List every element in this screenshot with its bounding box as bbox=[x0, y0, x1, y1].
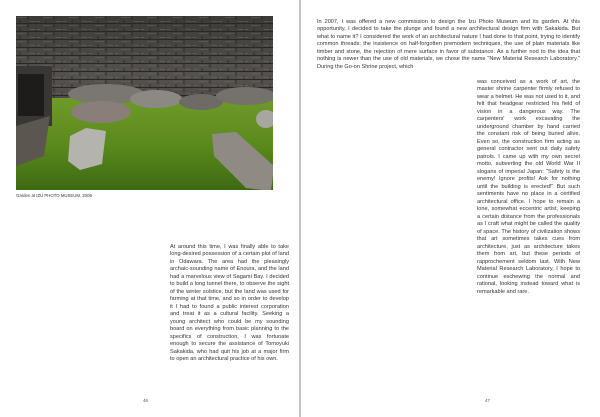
garden-photo bbox=[16, 16, 273, 190]
right-body-text-column: was conceived as a work of art, the master shrine carpenter firmly refused to wear a helmet. He was not used to it, and felt that headgear restricted his field of vision in a dangerous way. The carpenters' work excavating the underground chamber by hand carried the constant risk of being buried alive. Even so, the construction firm acting as general contractor sent out daily safety patrols. I came up with my own secret motto, subverting the old World War II slogans of imperial Japan: "Safety is the enemy! Ignore profits! Ask for nothing until the building is erected!" But such sentiments have no place in a certified architectural office. I hope to remain a lone, somewhat eccentric artist, keeping a certain distance from the professionals as I craft what might be called the quality of space. The history of civilization shows that art sometimes takes cues from architecture, just as architecture takes them from art, but these periods of rapprochement seldom last. With New Material Research Laboratory, I hope to continue eschewing the normal and rational, looking instead toward what is remarkable and rare. bbox=[477, 78, 580, 295]
page-number-left: 46 bbox=[143, 398, 149, 403]
photo-caption: Garden at IZU PHOTO MUSEUM, 2009 bbox=[16, 193, 92, 198]
left-body-text: At around this time, I was finally able to take long-desired possession of a certain plot of land in Odawara. The area had the pleasingly archaic-sounding name of Enoura, and the land had a marvelous view of Sagami Bay. I decided to build a long tunnel there, to observe the sight of the winter solstice, but the land was used for farming at that time, and so in order to develop it I had to found a public interest corporation and treat it as a cultural facility. Seeking a young architect who could be my sounding board on everything from basic planning to the specifics of construction, I was fortunate enough to secure the assistance of Tomoyuki Sakakida, who had quit his job at a major firm to open an architectural practice of his own. bbox=[170, 243, 289, 363]
left-page bbox=[0, 0, 299, 417]
right-page bbox=[301, 0, 600, 417]
page-number-right: 47 bbox=[485, 398, 491, 403]
garden-photo-image bbox=[16, 16, 273, 190]
right-body-text-top: In 2007, I was offered a new commission to design the Izu Photo Museum and its garden. At this opportunity, I decided to take the plunge and found a new architectural design firm with Sakakida. But what to name it? I considered the work of an architectural nature I had done to that point, trying to identify common threads: the insistence on half-forgotten premodern techniques, the use of plain materials like timber and stone, the rejection of mere surface in favor of substance. As a further nod to the idea that nothing is newer than the use of old materials, we chose the name "New Material Research Laboratory." During the Go-on Shrine project, which bbox=[317, 18, 580, 70]
